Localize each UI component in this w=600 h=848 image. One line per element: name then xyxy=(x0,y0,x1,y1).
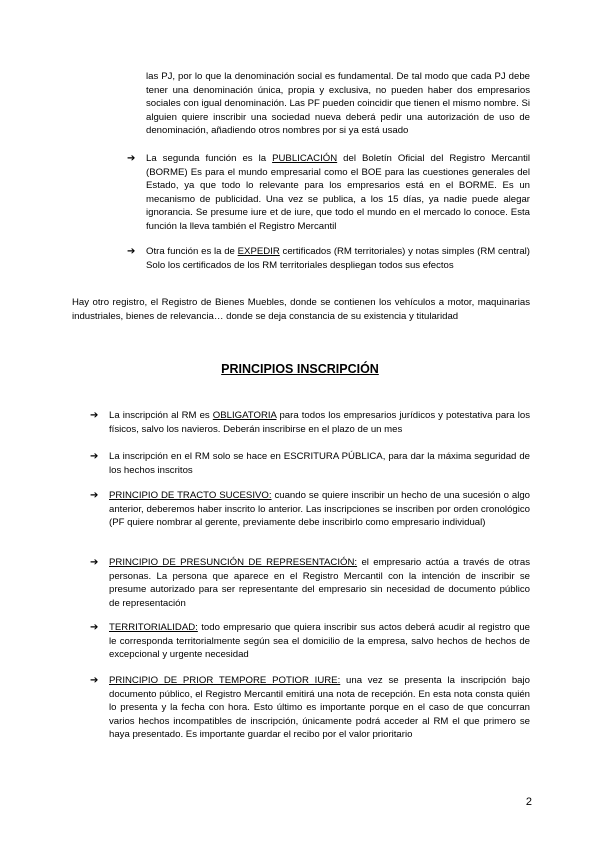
principle-item-territorialidad xyxy=(90,621,530,662)
right-arrow-icon: ➔ xyxy=(90,490,99,501)
principle-item-obligatoria xyxy=(90,409,530,436)
function-item-expedir xyxy=(127,245,530,272)
bullet-text: PRINCIPIO DE PRIOR TEMPORE POTIOR IURE: una vez se presenta la inscripción bajo documento público, el Registro Mercantil emitirá una nota de recepción. En esta nota consta quién lo presenta y la fecha con hora. Esto último es importante porque en el caso de que concurran varios hechos incompatibles de inscripción, únicamente podrá acceder al RM el que primero se haya presentado. Es importante guardar el recibo por el valor prioritario xyxy=(109,675,530,740)
function-item-publicacion xyxy=(127,152,530,233)
right-arrow-icon: ➔ xyxy=(90,451,99,462)
right-arrow-icon: ➔ xyxy=(90,622,99,633)
right-arrow-icon: ➔ xyxy=(90,675,99,686)
bullet-text: La inscripción al RM es OBLIGATORIA para todos los empresarios jurídicos y potestativa para los físicos, salvo los navieros. Deberán inscribirse en el plazo de un mes xyxy=(109,410,531,435)
principle-item-escritura-publica xyxy=(90,450,530,477)
right-arrow-icon: ➔ xyxy=(90,410,99,421)
principle-item-tracto-sucesivo xyxy=(90,489,530,530)
bullet-text: PRINCIPIO DE TRACTO SUCESIVO: cuando se quiere inscribir un hecho de una sucesión o algo anterior, deberemos haber inscrito lo anterior. Las inscripciones se inscriben por orden cronológico (PF quiere nombrar al gerente, previamente debe inscribirlo como empresario individual) xyxy=(109,490,530,528)
continuation-text: las PJ, por lo que la denominación social es fundamental. De tal modo que cada PJ debe tener una denominación única, propia y exclusiva, no pueden haber dos empresarios sociales con igual denominación. Las PF pueden coincidir que tienen el mismo nombre. Si alguien quiere inscribir una sociedad nueva deberá pedir una autorización de uso de denominación, añadiendo otros nombres por si ya está usado xyxy=(146,71,530,136)
principle-item-presuncion-representacion xyxy=(90,556,530,610)
section-heading: PRINCIPIOS INSCRIPCIÓN xyxy=(221,362,379,376)
bienes-muebles-paragraph: Hay otro registro, el Registro de Bienes Muebles, donde se contienen los vehículos a motor, maquinarias industriales, bienes de relevancia… donde se deja constancia de su existencia y titularidad xyxy=(72,297,530,322)
bullet-text: La segunda función es la PUBLICACIÓN del Boletín Oficial del Registro Mercantil (BORME) Es para el mundo empresarial como el BOE para las cuestiones generales del Estado, ya que todo lo relevante para los empresarios está en el BORME. Es un mecanismo de publicidad. Una vez se publica, a los 15 días, ya nadie puede alegar ignorancia. Se presume iure et de iure, que todo el mundo en el mercado lo conoce. Esta función la lleva también el Registro Mercantil xyxy=(146,153,530,232)
page-number: 2 xyxy=(525,796,532,808)
principle-item-prior-tempore xyxy=(90,674,530,742)
bullet-text: Otra función es la de EXPEDIR certificados (RM territoriales) y notas simples (RM central) Solo los certificados de los RM territoriales despliegan todos sus efectos xyxy=(146,246,530,271)
right-arrow-icon: ➔ xyxy=(90,557,99,568)
right-arrow-icon: ➔ xyxy=(127,153,136,164)
bullet-text: PRINCIPIO DE PRESUNCIÓN DE REPRESENTACIÓN: el empresario actúa a través de otras personas. La persona que aparece en el Registro Mercantil con la intención de inscribir se presume autorizado para ser representante del empresario sin necesidad de documento público de representación xyxy=(109,557,530,609)
right-arrow-icon: ➔ xyxy=(127,246,136,257)
bullet-text: TERRITORIALIDAD: todo empresario que quiera inscribir sus actos deberá acudir al registro que le corresponda territorialmente según sea el domicilio de la empresa, salvo hechos de hechos de excepcional y urgente necesidad xyxy=(109,622,530,660)
bullet-text: La inscripción en el RM solo se hace en ESCRITURA PÚBLICA, para dar la máxima seguridad de los hechos inscritos xyxy=(109,451,530,476)
